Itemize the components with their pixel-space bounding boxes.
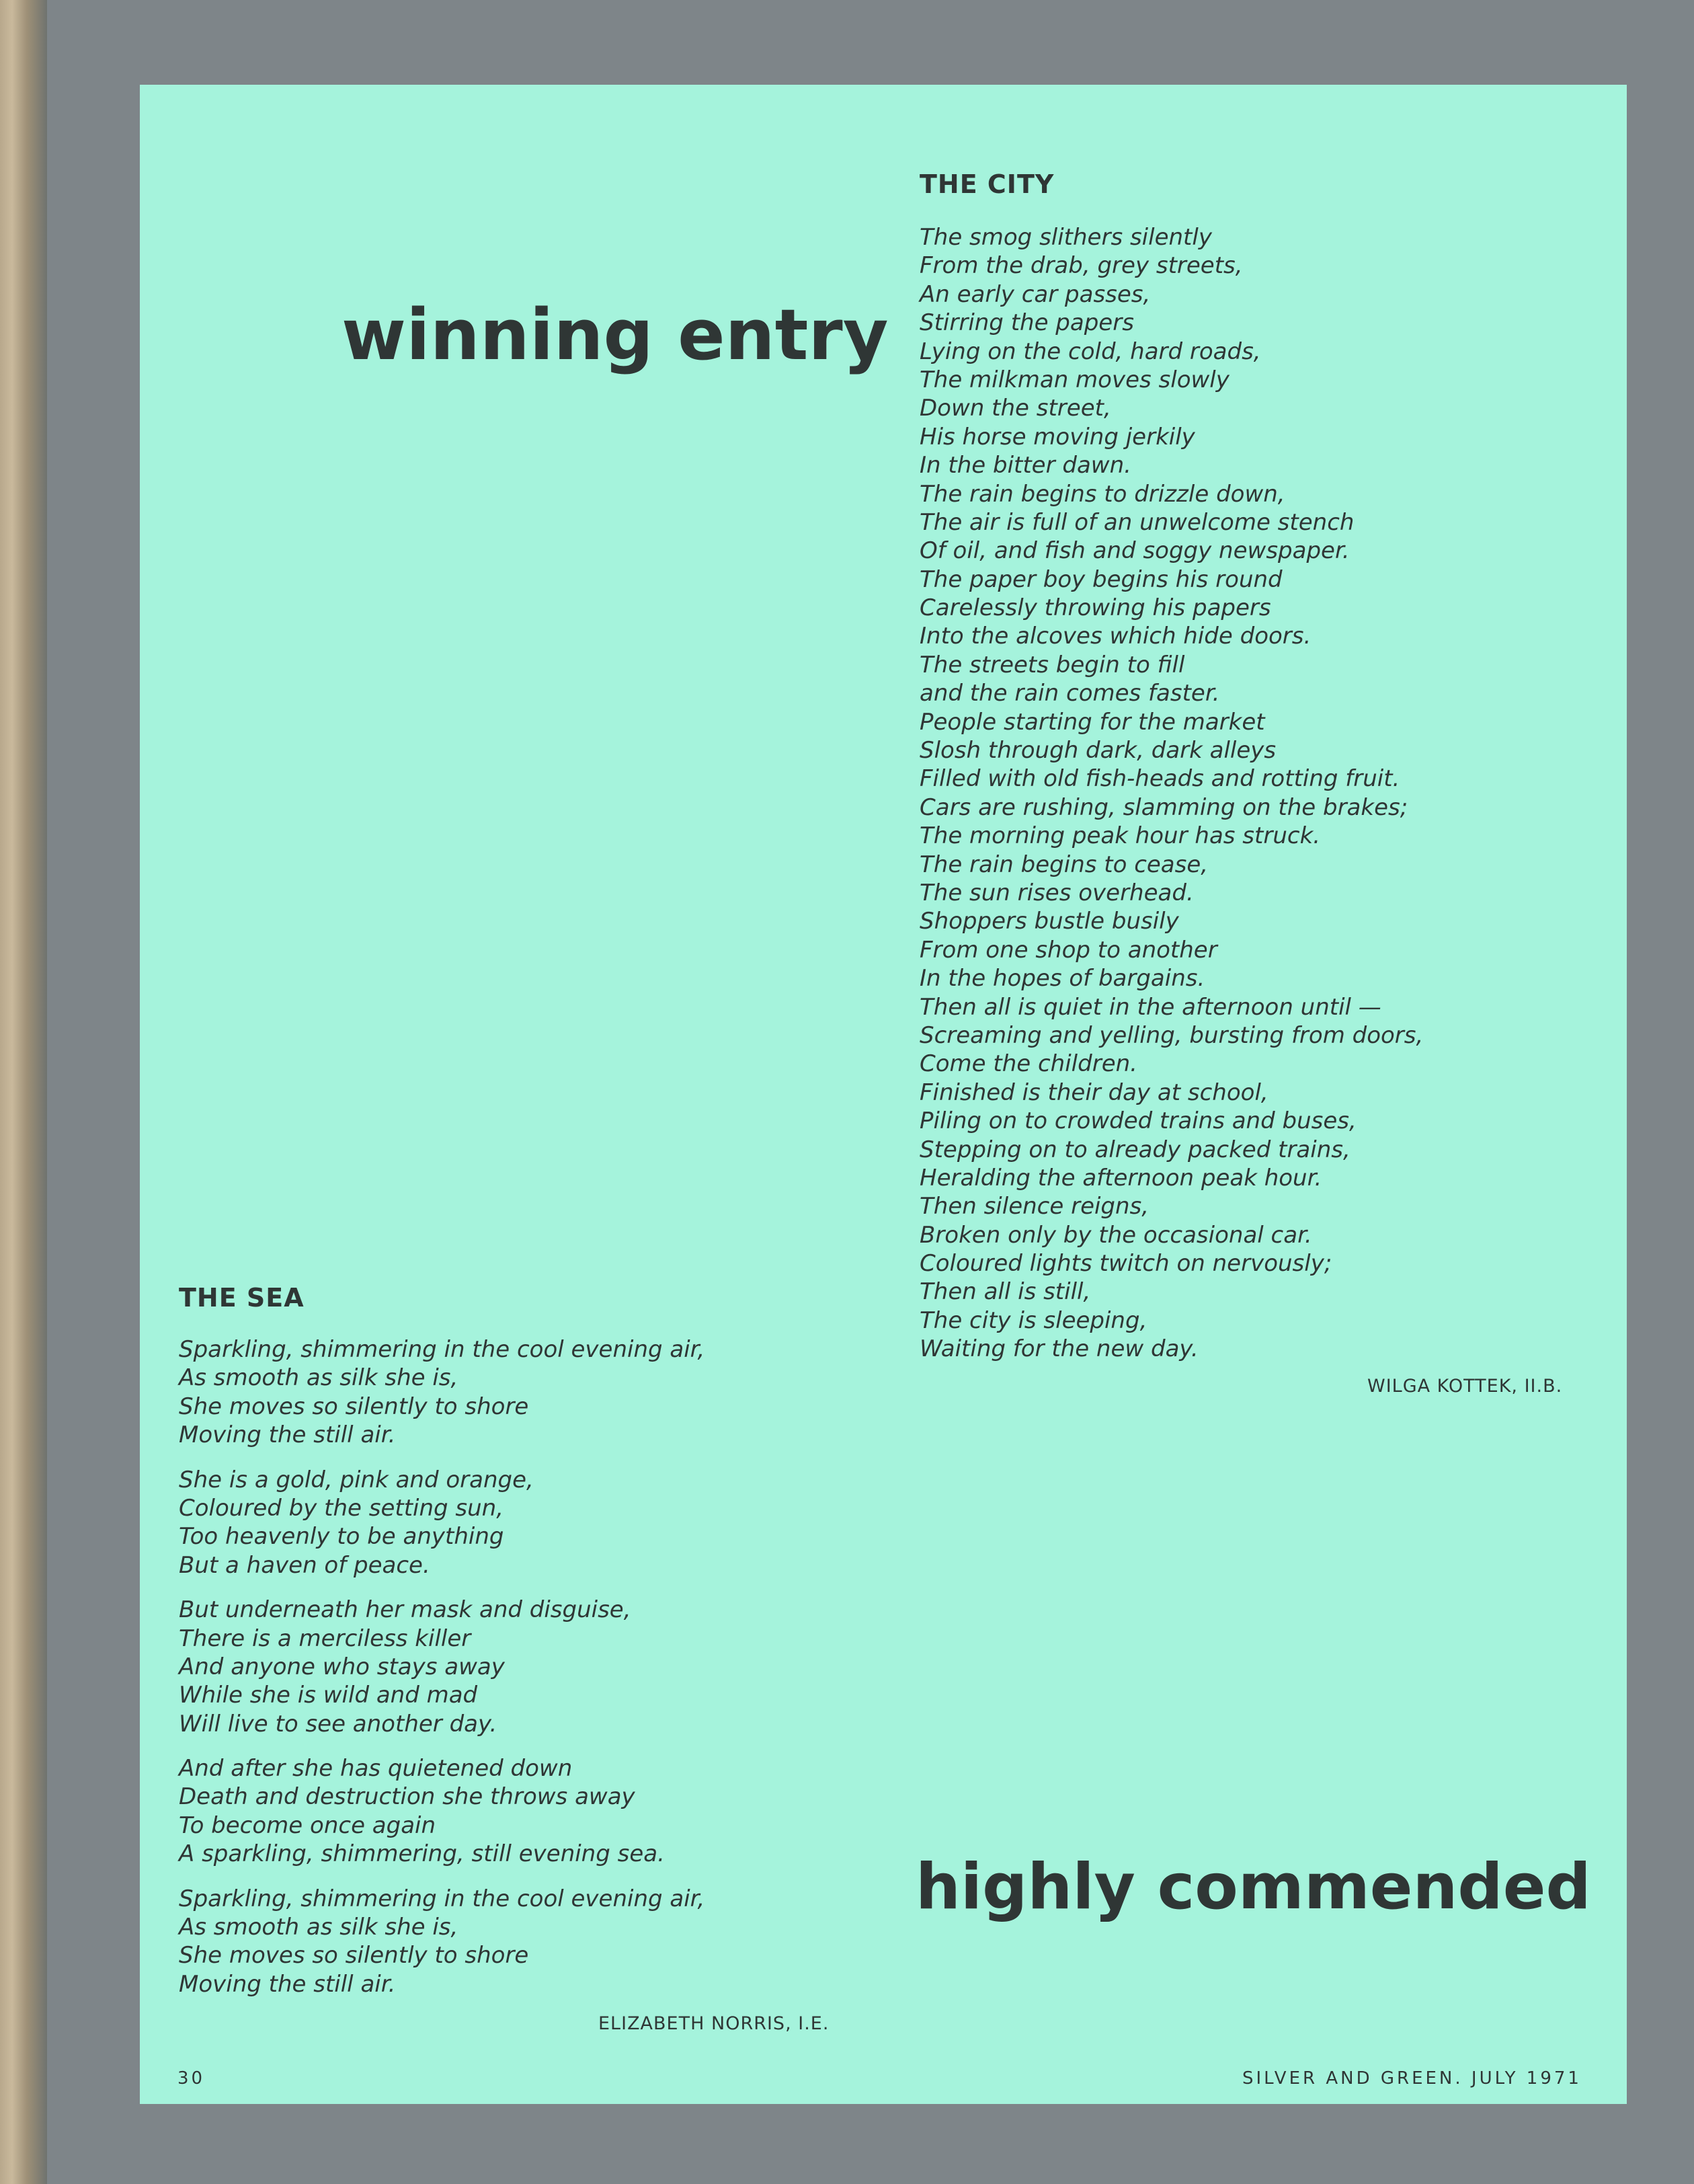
winning-entry-heading: winning entry xyxy=(341,294,889,376)
city-poem-line: His horse moving jerkily xyxy=(920,423,1195,451)
magazine-page xyxy=(140,85,1627,2104)
city-poem-line: Into the alcoves which hide doors. xyxy=(920,623,1312,650)
sea-poem-line: She moves so silently to shore xyxy=(179,1393,529,1420)
sea-poem-title: THE SEA xyxy=(179,1283,305,1313)
city-poem-line: The smog slithers silently xyxy=(920,224,1212,251)
city-poem-line: In the hopes of bargains. xyxy=(920,965,1205,992)
city-poem-line: Piling on to crowded trains and buses, xyxy=(920,1107,1357,1135)
book-spine-edge xyxy=(0,0,47,2184)
sea-poem-author: ELIZABETH NORRIS, I.E. xyxy=(598,2013,830,2034)
sea-poem-line: Will live to see another day. xyxy=(179,1710,497,1738)
sea-poem-line: Sparkling, shimmering in the cool evening air, xyxy=(179,1885,705,1912)
city-poem-line: The paper boy begins his round xyxy=(920,566,1283,593)
city-poem-line: People starting for the market xyxy=(920,708,1265,736)
city-poem-line: Then all is quiet in the afternoon until — xyxy=(920,993,1381,1021)
city-poem-line: The air is full of an unwelcome stench xyxy=(920,508,1355,536)
city-poem-line: The rain begins to drizzle down, xyxy=(920,480,1285,508)
sea-poem-line: As smooth as silk she is, xyxy=(179,1914,458,1941)
sea-poem-line: She is a gold, pink and orange, xyxy=(179,1466,534,1493)
sea-poem-line: And after she has quietened down xyxy=(179,1755,573,1783)
city-poem-line: The sun rises overhead. xyxy=(920,879,1194,906)
sea-poem-stanza xyxy=(179,1335,704,1450)
city-poem-body xyxy=(920,223,1423,1364)
city-poem-line: Of oil, and fish and soggy newspaper. xyxy=(920,537,1350,565)
city-poem-line: Down the street, xyxy=(920,395,1111,422)
sea-poem-line: Too heavenly to be anything xyxy=(179,1523,504,1551)
city-poem-line: Stirring the papers xyxy=(920,309,1134,337)
page-number: 30 xyxy=(177,2068,206,2089)
city-poem-line: Carelessly throwing his papers xyxy=(920,594,1271,622)
sea-poem-line: A sparkling, shimmering, still evening sea. xyxy=(179,1840,665,1868)
city-poem-line: Broken only by the occasional car. xyxy=(920,1221,1312,1249)
sea-poem-stanza xyxy=(179,1466,704,1580)
city-poem-line: Then silence reigns, xyxy=(920,1193,1150,1220)
city-poem-line: Finished is their day at school, xyxy=(920,1079,1268,1106)
sea-poem-line: While she is wild and mad xyxy=(179,1682,478,1709)
highly-commended-heading: highly commended xyxy=(916,1850,1591,1924)
sea-poem-line: But a haven of peace. xyxy=(179,1551,430,1579)
sea-poem-line: And anyone who stays away xyxy=(179,1653,505,1680)
city-poem-line: and the rain comes faster. xyxy=(920,680,1220,707)
city-poem-line: Stepping on to already packed trains, xyxy=(920,1136,1350,1163)
sea-poem-line: There is a merciless killer xyxy=(179,1625,471,1652)
city-poem-line: The streets begin to fill xyxy=(920,651,1185,678)
publication-footer: SILVER AND GREEN. JULY 1971 xyxy=(1242,2068,1582,2089)
sea-poem-stanza xyxy=(179,1754,704,1869)
sea-poem-line: She moves so silently to shore xyxy=(179,1942,529,1970)
sea-poem-line: Death and destruction she throws away xyxy=(179,1783,635,1811)
sea-poem-line: To become once again xyxy=(179,1811,436,1839)
city-poem-line: Cars are rushing, slamming on the brakes; xyxy=(920,793,1408,821)
city-poem-line: Slosh through dark, dark alleys xyxy=(920,737,1277,765)
city-poem-line: The city is sleeping, xyxy=(920,1306,1147,1334)
city-poem-line: An early car passes, xyxy=(920,280,1151,308)
city-poem-line: Waiting for the new day. xyxy=(920,1335,1199,1363)
city-poem-line: Filled with old fish-heads and rotting fruit. xyxy=(920,765,1400,793)
city-poem-line: Lying on the cold, hard roads, xyxy=(920,338,1261,365)
sea-poem-line: As smooth as silk she is, xyxy=(179,1364,458,1392)
city-poem-line: Come the children. xyxy=(920,1050,1137,1078)
city-poem-line: The morning peak hour has struck. xyxy=(920,822,1321,850)
sea-poem-line: Coloured by the setting sun, xyxy=(179,1494,504,1522)
city-poem-title: THE CITY xyxy=(920,169,1055,199)
city-poem-line: The rain begins to cease, xyxy=(920,851,1209,878)
city-poem-line: In the bitter dawn. xyxy=(920,452,1131,479)
city-poem-line: Shoppers bustle busily xyxy=(920,908,1179,935)
city-poem-line: Heralding the afternoon peak hour. xyxy=(920,1164,1322,1192)
sea-poem-stanza xyxy=(179,1596,704,1738)
city-poem-line: Coloured lights twitch on nervously; xyxy=(920,1250,1332,1278)
sea-poem-line: But underneath her mask and disguise, xyxy=(179,1596,631,1624)
sea-poem-stanza xyxy=(179,1885,704,1999)
city-poem-line: The milkman moves slowly xyxy=(920,366,1229,393)
sea-poem-body xyxy=(179,1335,704,2015)
sea-poem-line: Moving the still air. xyxy=(179,1421,396,1449)
city-poem-line: Screaming and yelling, bursting from doors, xyxy=(920,1021,1424,1049)
city-poem-line: From one shop to another xyxy=(920,936,1217,964)
city-poem-line: From the drab, grey streets, xyxy=(920,252,1243,280)
city-poem-author: WILGA KOTTEK, II.B. xyxy=(1367,1376,1563,1397)
city-poem-line: Then all is still, xyxy=(920,1278,1091,1306)
sea-poem-line: Moving the still air. xyxy=(179,1970,396,1998)
sea-poem-line: Sparkling, shimmering in the cool evening air, xyxy=(179,1336,705,1363)
